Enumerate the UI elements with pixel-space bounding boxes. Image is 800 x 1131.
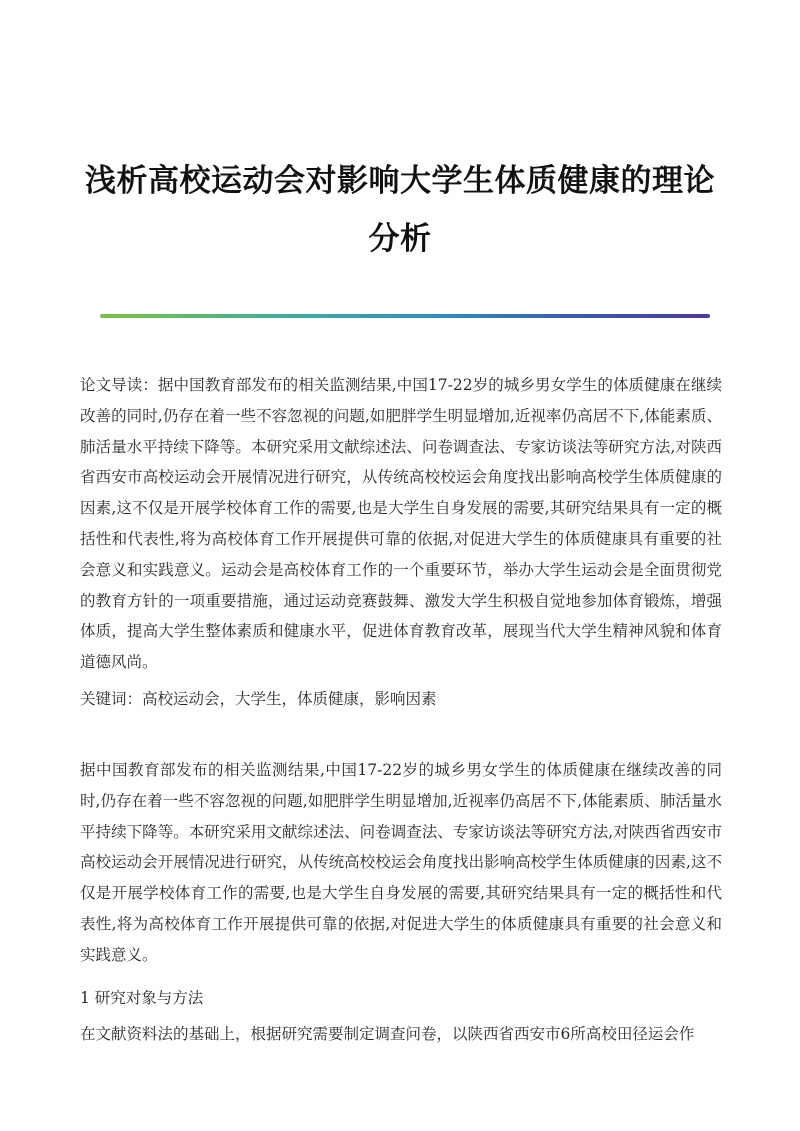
- intro-paragraph: 据中国教育部发布的相关监测结果,中国17-22岁的城乡男女学生的体质健康在继续改善的同时,仍存在着一些不容忽视的问题,如肥胖学生明显增加,近视率仍高居不下,体能素质、肺活量水平持续下降等。本研究采用文献综述法、问卷调查法、专家访谈法等研究方法,对陕西省西安市高校运动会开展情况进行研究，从传统高校校运会角度找出影响高校学生体质健康的因素,这不仅是开展学校体育工作的需要,也是大学生自身发展的需要,其研究结果具有一定的概括性和代表性,将为高校体育工作开展提供可靠的依据,对促进大学生的体质健康具有重要的社会意义和实践意义。: [80, 761, 722, 964]
- title-divider: [100, 314, 710, 318]
- section-paragraph: 在文献资料法的基础上，根据研究需要制定调查问卷，以陕西省西安市6所高校田径运会作: [80, 1025, 695, 1043]
- keywords-line: 关键词：高校运动会，大学生，体质健康，影响因素: [80, 690, 437, 708]
- abstract-paragraph: 论文导读：据中国教育部发布的相关监测结果,中国17-22岁的城乡男女学生的体质健康在继续改善的同时,仍存在着一些不容忽视的问题,如肥胖学生明显增加,近视率仍高居不下,体能素质、肺活量水平持续下降等。本研究采用文献综述法、问卷调查法、专家访谈法等研究方法,对陕西省西安市高校运动会开展情况进行研究，从传统高校校运会角度找出影响高校学生体质健康的因素,这不仅是开展学校体育工作的需要,也是大学生自身发展的需要,其研究结果具有一定的概括性和代表性,将为高校体育工作开展提供可靠的依据,对促进大学生的体质健康具有重要的社会意义和实践意义。运动会是高校体育工作的一个重要环节，举办大学生运动会是全面贯彻党的教育方针的一项重要措施，通过运动竞赛鼓舞、激发大学生积极自觉地参加体育锻炼，增强体质，提高大学生整体素质和健康水平，促进体育教育改革，展现当代大学生精神风貌和体育道德风尚。: [80, 376, 722, 672]
- section-heading: 1 研究对象与方法: [80, 989, 204, 1007]
- document-title: 浅析高校运动会对影响大学生体质健康的理论分析: [85, 163, 715, 257]
